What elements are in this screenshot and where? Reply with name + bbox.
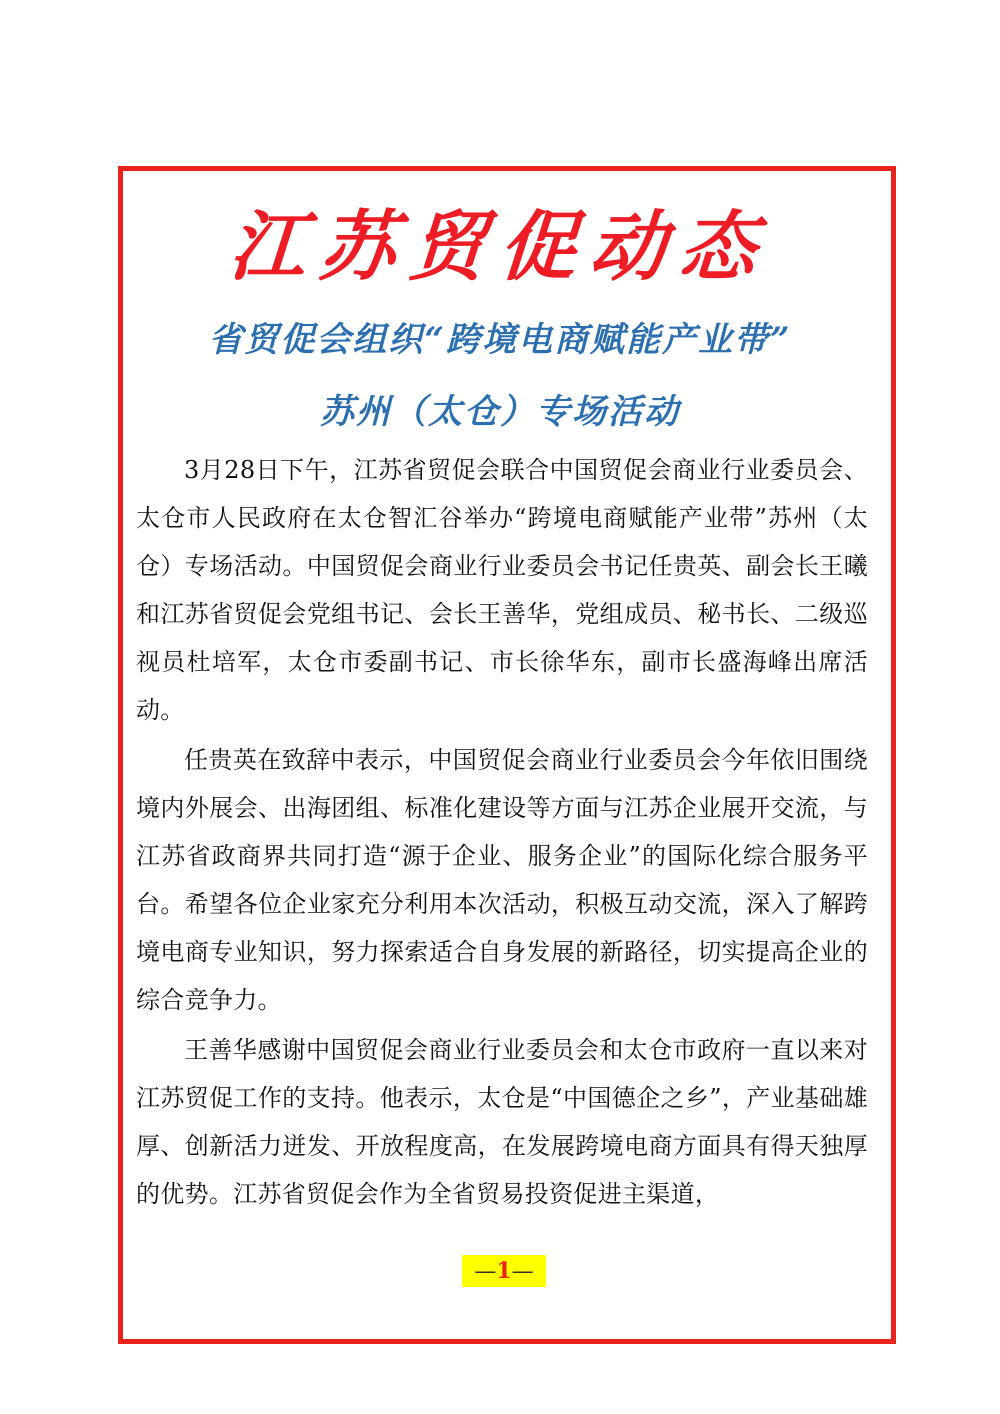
article-body — [136, 446, 868, 1218]
paragraph-2: 任贵英在致辞中表示，中国贸促会商业行业委员会今年依旧围绕境内外展会、出海团组、标准化建设等方面与江苏企业展开交流，与江苏省政商界共同打造“源于企业、服务企业”的国际化综合服务平台。希望各位企业家充分利用本次活动，积极互动交流，深入了解跨境电商专业知识，努力探索适合自身发展的新路径，切实提高企业的综合竞争力。 — [136, 746, 868, 1014]
paragraph-3: 王善华感谢中国贸促会商业行业委员会和太仓市政府一直以来对江苏贸促工作的支持。他表示，太仓是“中国德企之乡”，产业基础雄厚、创新活力迸发、开放程度高，在发展跨境电商方面具有得天独厚的优势。江苏省贸促会作为全省贸易投资促进主渠道， — [136, 1036, 868, 1208]
page-number-value: 1 — [496, 1258, 512, 1284]
masthead-title: 江苏贸促动态 — [226, 202, 773, 291]
paragraph-1: 3月28日下午，江苏省贸促会联合中国贸促会商业行业委员会、太仓市人民政府在太仓智汇谷举办“跨境电商赋能产业带”苏州（太仓）专场活动。中国贸促会商业行业委员会书记任贵英、副会长王曦和江苏省贸促会党组书记、会长王善华，党组成员、秘书长、二级巡视员杜培军，太仓市委副书记、市长徐华东，副市长盛海峰出席活动。 — [136, 456, 868, 724]
headline-line-1: 省贸促会组织“跨境电商赋能产业带” — [208, 320, 792, 360]
headline-line-2: 苏州（太仓）专场活动 — [320, 392, 680, 432]
page-number-dash-left: — — [474, 1259, 497, 1284]
page-number — [462, 1255, 546, 1287]
page-number-dash-right: — — [511, 1259, 534, 1284]
